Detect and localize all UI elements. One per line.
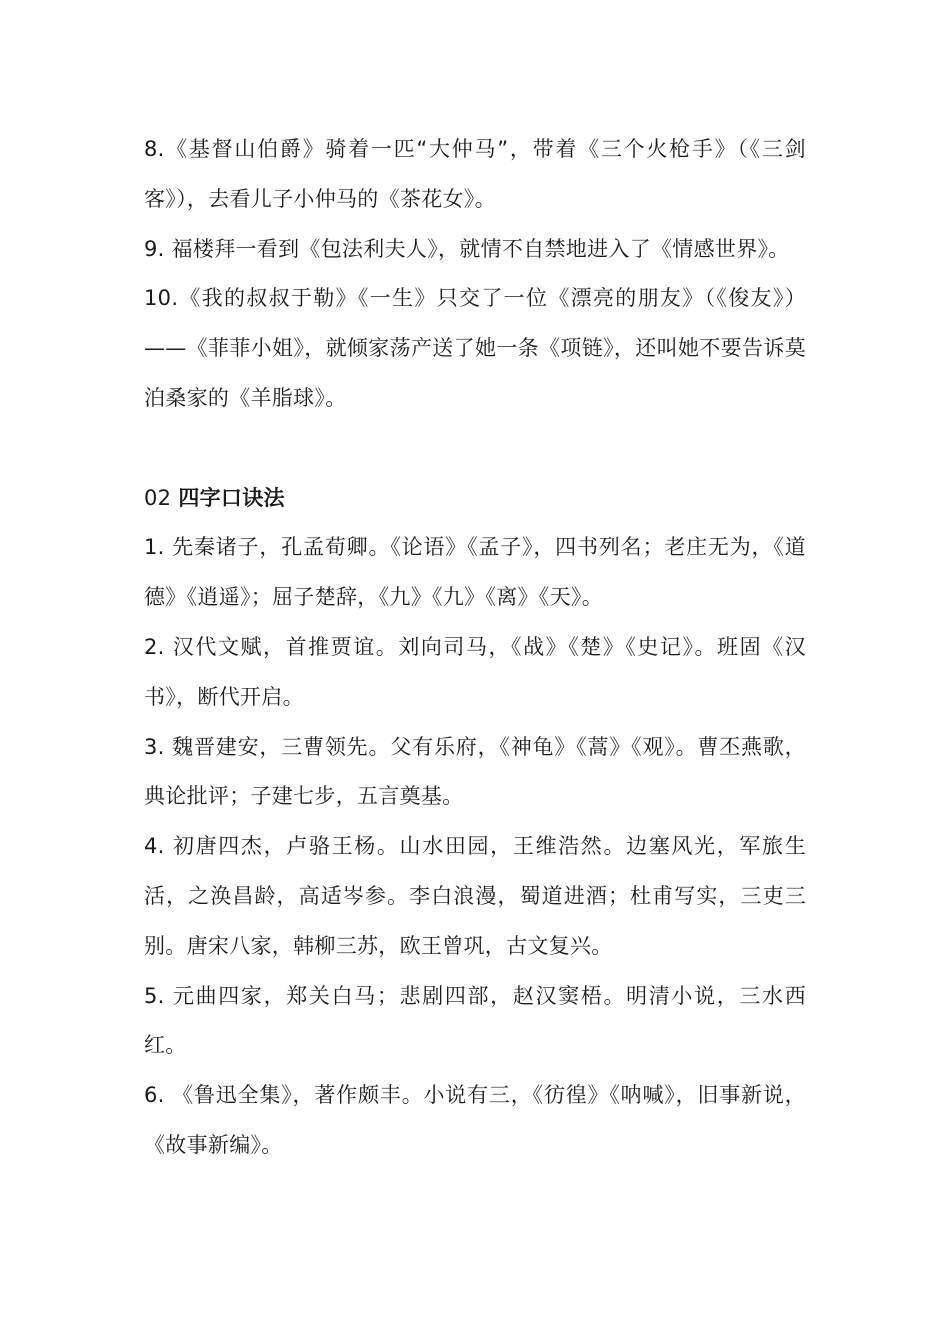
- mnemonic-item-4: 4. 初唐四杰，卢骆王杨。山水田园，王维浩然。边塞风光，军旅生活，之涣昌龄，高适岑参。李白浪漫，蜀道进酒；杜甫写实，三吏三别。唐宋八家，韩柳三苏，欧王曾巩，古文复兴。: [144, 834, 806, 958]
- document-body: [144, 125, 806, 1171]
- paragraph-item-9: 9. 福楼拜一看到《包法利夫人》，就情不自禁地进入了《情感世界》。: [144, 236, 790, 261]
- section-heading: [144, 474, 806, 524]
- section-title: 四字口诀法: [178, 485, 285, 510]
- mnemonic-item-2: 2. 汉代文赋，首推贾谊。刘向司马，《战》《楚》《史记》。班固《汉书》，断代开启。: [144, 634, 806, 709]
- paragraph-item-8: 8.《基督山伯爵》骑着一匹“大仲马”，带着《三个火枪手》（《三剑客》），去看儿子小仲马的《茶花女》。: [144, 137, 806, 211]
- mnemonic-item-5: 5. 元曲四家，郑关白马；悲剧四部，赵汉窦梧。明清小说，三水西红。: [144, 983, 806, 1058]
- section-number: 02: [144, 485, 172, 510]
- paragraph-item-10: 10.《我的叔叔于勒》《一生》只交了一位《漂亮的朋友》（《俊友》）——《菲菲小姐》，就倾家荡产送了她一条《项链》，还叫她不要告诉莫泊桑家的《羊脂球》。: [144, 286, 806, 410]
- mnemonic-item-3: 3. 魏晋建安，三曹领先。父有乐府，《神龟》《蒿》《观》。曹丕燕歌，典论批评；子建七步，五言奠基。: [144, 734, 806, 809]
- mnemonic-item-1: 1. 先秦诸子，孔孟荀卿。《论语》《孟子》，四书列名；老庄无为，《道德》《逍遥》；屈子楚辞，《九》《九》《离》《天》。: [144, 535, 806, 610]
- section-spacer: [144, 424, 806, 474]
- mnemonic-item-6: 6. 《鲁迅全集》，著作颇丰。小说有三，《彷徨》《呐喊》，旧事新说，《故事新编》。: [144, 1083, 806, 1157]
